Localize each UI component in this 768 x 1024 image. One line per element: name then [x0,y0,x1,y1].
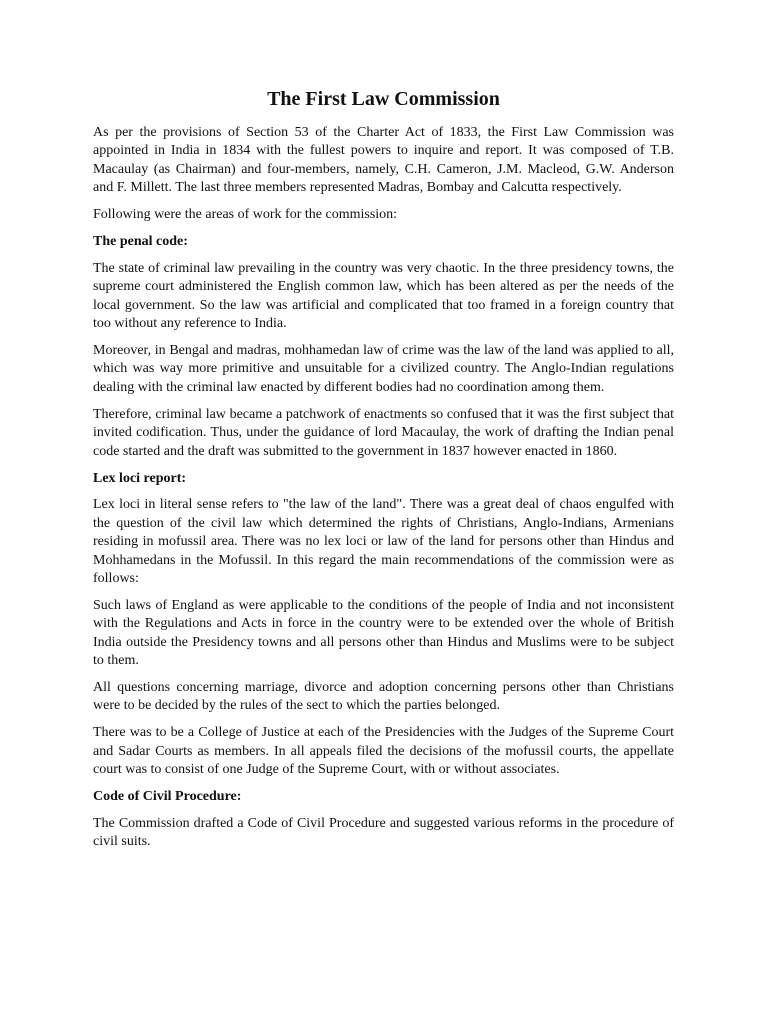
penal-code-paragraph-2: Moreover, in Bengal and madras, mohhamedan law of crime was the law of the land was applied to all, which was way more primitive and unsuitable for a civilized country. The Anglo-Indian regulations dealing with the criminal law enacted by different bodies had no coordination among them. [93,343,674,395]
lex-loci-paragraph-2: Such laws of England as were applicable to the conditions of the people of India and not inconsistent with the Regulations and Acts in force in the country were to be extended over the whole of British India outside the Presidency towns and all persons other than Hindus and Muslims were to be subject to them. [93,597,674,669]
intro-areas-paragraph: Following were the areas of work for the commission: [93,207,398,223]
page-title: The First Law Commission [267,88,500,110]
document-page [93,86,674,860]
penal-code-heading: The penal code: [93,234,188,250]
civil-procedure-paragraph-1: The Commission drafted a Code of Civil Procedure and suggested various reforms in the procedure of civil suits. [93,816,674,850]
penal-code-paragraph-3: Therefore, criminal law became a patchwork of enactments so confused that it was the first subject that invited codification. Thus, under the guidance of lord Macaulay, the work of drafting the Indian penal code started and the draft was submitted to the government in 1837 however enacted in 1860. [93,406,674,459]
civil-procedure-heading: Code of Civil Procedure: [93,789,242,805]
lex-loci-paragraph-3: All questions concerning marriage, divorce and adoption concerning persons other than Christians were to be decided by the rules of the sect to which the parties belonged. [93,680,674,714]
intro-paragraph: As per the provisions of Section 53 of the Charter Act of 1833, the First Law Commission was appointed in India in 1834 with the fullest powers to inquire and report. It was composed of T.B. Macaulay (as Chairman) and four-members, namely, C.H. Cameron, J.M. Macleod, G.W. Anderson and F. Millett. The last three members represented Madras, Bombay and Calcutta respectively. [93,125,674,196]
lex-loci-paragraph-4: There was to be a College of Justice at each of the Presidencies with the Judges of the Supreme Court and Sadar Courts as members. In all appeals filed the decisions of the mofussil courts, the appellate court was to consist of one Judge of the Supreme Court, with or without associates. [93,725,674,778]
lex-loci-paragraph-1: Lex loci in literal sense refers to "the law of the land". There was a great deal of chaos engulfed with the question of the civil law which determined the rights of Christians, Anglo-Indians, Armenians residing in mofussil area. There was no lex loci or law of the land for persons other than Hindus and Mohhamedans in the Mofussil. In this regard the main recommendations of the commission were as follows: [93,497,674,587]
lex-loci-heading: Lex loci report: [93,470,187,486]
penal-code-paragraph-1: The state of criminal law prevailing in the country was very chaotic. In the three presidency towns, the supreme court administered the English common law, which has been altered as per the needs of the local government. So the law was artificial and complicated that too framed in a foreign country that too without any reference to India. [93,260,674,332]
